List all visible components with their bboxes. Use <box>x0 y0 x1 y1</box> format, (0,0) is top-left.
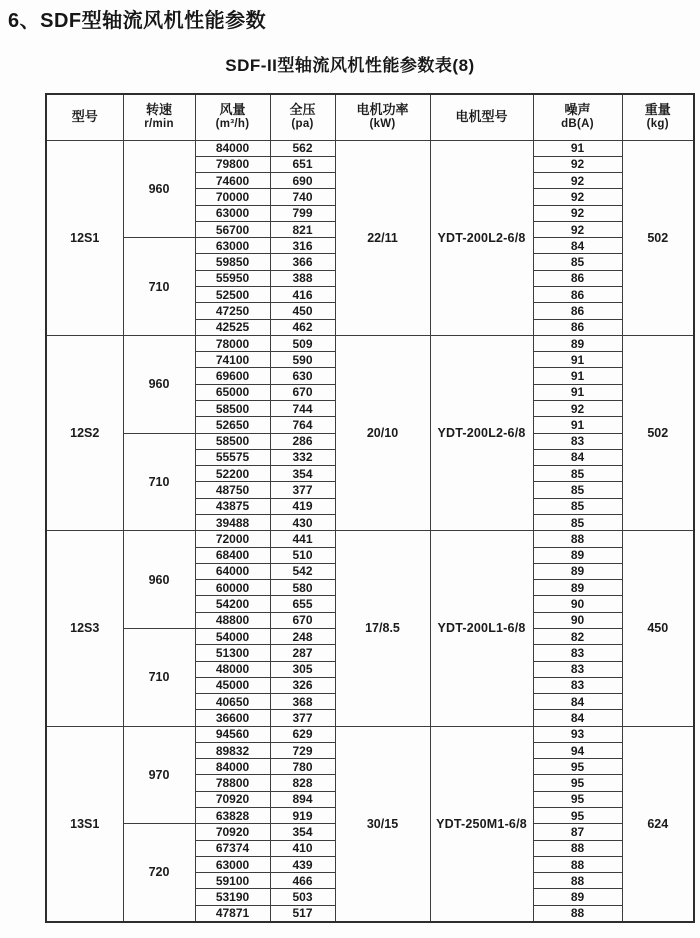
motor-model-cell: YDT-200L2-6/8 <box>430 140 533 335</box>
noise-cell: 91 <box>533 368 622 384</box>
pressure-cell: 630 <box>270 368 335 384</box>
pressure-cell: 462 <box>270 319 335 335</box>
pressure-cell: 326 <box>270 677 335 693</box>
pressure-cell: 729 <box>270 742 335 758</box>
pressure-cell: 651 <box>270 156 335 172</box>
noise-cell: 91 <box>533 384 622 400</box>
header-motor-model-label: 电机型号 <box>455 109 508 125</box>
header-speed-label: 转速 <box>145 102 172 118</box>
airflow-cell: 70920 <box>195 824 270 840</box>
noise-cell: 95 <box>533 759 622 775</box>
noise-cell: 85 <box>533 514 622 530</box>
airflow-cell: 68400 <box>195 547 270 563</box>
airflow-cell: 59850 <box>195 254 270 270</box>
airflow-cell: 74100 <box>195 352 270 368</box>
noise-cell: 85 <box>533 466 622 482</box>
noise-cell: 82 <box>533 628 622 644</box>
pressure-cell: 690 <box>270 173 335 189</box>
noise-cell: 85 <box>533 498 622 514</box>
pressure-cell: 410 <box>270 840 335 856</box>
noise-cell: 92 <box>533 221 622 237</box>
header-pressure-label: 全压 <box>289 102 316 118</box>
speed-cell: 720 <box>123 824 195 922</box>
noise-cell: 84 <box>533 694 622 710</box>
speed-cell: 960 <box>123 531 195 629</box>
motor-power-cell: 17/8.5 <box>335 531 430 726</box>
pressure-cell: 919 <box>270 808 335 824</box>
airflow-cell: 70000 <box>195 189 270 205</box>
header-noise-label: 噪声 <box>564 102 591 118</box>
speed-cell: 960 <box>123 335 195 433</box>
noise-cell: 95 <box>533 808 622 824</box>
pressure-cell: 744 <box>270 401 335 417</box>
noise-cell: 92 <box>533 173 622 189</box>
airflow-cell: 74600 <box>195 173 270 189</box>
pressure-cell: 466 <box>270 873 335 889</box>
pressure-cell: 629 <box>270 726 335 742</box>
airflow-cell: 84000 <box>195 140 270 156</box>
airflow-cell: 79800 <box>195 156 270 172</box>
noise-cell: 89 <box>533 580 622 596</box>
speed-cell: 710 <box>123 628 195 726</box>
pressure-cell: 740 <box>270 189 335 205</box>
airflow-cell: 69600 <box>195 368 270 384</box>
noise-cell: 86 <box>533 287 622 303</box>
airflow-cell: 94560 <box>195 726 270 742</box>
pressure-cell: 503 <box>270 889 335 905</box>
noise-cell: 86 <box>533 270 622 286</box>
pressure-cell: 377 <box>270 482 335 498</box>
fan-performance-table <box>45 93 695 923</box>
pressure-cell: 821 <box>270 221 335 237</box>
motor-model-cell: YDT-200L2-6/8 <box>430 335 533 530</box>
weight-cell: 624 <box>622 726 694 921</box>
airflow-cell: 45000 <box>195 677 270 693</box>
pressure-cell: 450 <box>270 303 335 319</box>
header-pressure-unit: (pa) <box>291 118 314 131</box>
motor-power-cell: 20/10 <box>335 335 430 530</box>
header-airflow-unit: (m³/h) <box>215 118 250 131</box>
pressure-cell: 441 <box>270 531 335 547</box>
airflow-cell: 48750 <box>195 482 270 498</box>
airflow-cell: 39488 <box>195 514 270 530</box>
airflow-cell: 78000 <box>195 335 270 351</box>
airflow-cell: 63000 <box>195 856 270 872</box>
noise-cell: 88 <box>533 840 622 856</box>
header-pressure <box>270 94 335 140</box>
airflow-cell: 51300 <box>195 645 270 661</box>
airflow-cell: 70920 <box>195 791 270 807</box>
airflow-cell: 58500 <box>195 401 270 417</box>
pressure-cell: 517 <box>270 905 335 921</box>
pressure-cell: 366 <box>270 254 335 270</box>
model-cell: 12S2 <box>46 335 123 530</box>
pressure-cell: 670 <box>270 384 335 400</box>
airflow-cell: 67374 <box>195 840 270 856</box>
pressure-cell: 655 <box>270 596 335 612</box>
airflow-cell: 48000 <box>195 661 270 677</box>
airflow-cell: 54000 <box>195 628 270 644</box>
noise-cell: 83 <box>533 661 622 677</box>
noise-cell: 84 <box>533 449 622 465</box>
pressure-cell: 799 <box>270 205 335 221</box>
header-weight <box>622 94 694 140</box>
noise-cell: 83 <box>533 645 622 661</box>
noise-cell: 83 <box>533 433 622 449</box>
noise-cell: 95 <box>533 791 622 807</box>
pressure-cell: 562 <box>270 140 335 156</box>
airflow-cell: 84000 <box>195 759 270 775</box>
table-row <box>46 140 694 156</box>
airflow-cell: 48800 <box>195 612 270 628</box>
header-speed <box>123 94 195 140</box>
noise-cell: 89 <box>533 889 622 905</box>
noise-cell: 92 <box>533 205 622 221</box>
airflow-cell: 63000 <box>195 238 270 254</box>
airflow-cell: 53190 <box>195 889 270 905</box>
motor-power-cell: 22/11 <box>335 140 430 335</box>
motor-model-cell: YDT-250M1-6/8 <box>430 726 533 921</box>
pressure-cell: 287 <box>270 645 335 661</box>
pressure-cell: 670 <box>270 612 335 628</box>
model-cell: 12S1 <box>46 140 123 335</box>
noise-cell: 88 <box>533 873 622 889</box>
airflow-cell: 63828 <box>195 808 270 824</box>
noise-cell: 83 <box>533 677 622 693</box>
airflow-cell: 60000 <box>195 580 270 596</box>
noise-cell: 92 <box>533 189 622 205</box>
page-title: 6、SDF型轴流风机性能参数 <box>8 10 267 32</box>
pressure-cell: 305 <box>270 661 335 677</box>
noise-cell: 92 <box>533 156 622 172</box>
airflow-cell: 55950 <box>195 270 270 286</box>
noise-cell: 89 <box>533 335 622 351</box>
pressure-cell: 439 <box>270 856 335 872</box>
header-airflow <box>195 94 270 140</box>
pressure-cell: 316 <box>270 238 335 254</box>
airflow-cell: 72000 <box>195 531 270 547</box>
noise-cell: 84 <box>533 238 622 254</box>
airflow-cell: 78800 <box>195 775 270 791</box>
airflow-cell: 52200 <box>195 466 270 482</box>
pressure-cell: 419 <box>270 498 335 514</box>
noise-cell: 95 <box>533 775 622 791</box>
noise-cell: 86 <box>533 319 622 335</box>
header-noise <box>533 94 622 140</box>
pressure-cell: 780 <box>270 759 335 775</box>
noise-cell: 85 <box>533 254 622 270</box>
header-model <box>46 94 123 140</box>
airflow-cell: 47871 <box>195 905 270 921</box>
pressure-cell: 828 <box>270 775 335 791</box>
noise-cell: 90 <box>533 612 622 628</box>
model-cell: 12S3 <box>46 531 123 726</box>
airflow-cell: 52500 <box>195 287 270 303</box>
header-speed-unit: r/min <box>144 118 174 131</box>
airflow-cell: 64000 <box>195 563 270 579</box>
weight-cell: 450 <box>622 531 694 726</box>
header-row <box>46 94 694 140</box>
motor-power-cell: 30/15 <box>335 726 430 921</box>
noise-cell: 93 <box>533 726 622 742</box>
noise-cell: 91 <box>533 140 622 156</box>
motor-model-cell: YDT-200L1-6/8 <box>430 531 533 726</box>
header-airflow-label: 风量 <box>219 102 246 118</box>
speed-cell: 970 <box>123 726 195 824</box>
noise-cell: 88 <box>533 531 622 547</box>
header-motor-power-unit: (kW) <box>369 118 396 131</box>
noise-cell: 92 <box>533 401 622 417</box>
header-noise-unit: dB(A) <box>561 118 594 131</box>
header-weight-label: 重量 <box>644 102 671 118</box>
pressure-cell: 416 <box>270 287 335 303</box>
pressure-cell: 388 <box>270 270 335 286</box>
noise-cell: 87 <box>533 824 622 840</box>
airflow-cell: 36600 <box>195 710 270 726</box>
model-cell: 13S1 <box>46 726 123 921</box>
airflow-cell: 52650 <box>195 417 270 433</box>
pressure-cell: 509 <box>270 335 335 351</box>
airflow-cell: 65000 <box>195 384 270 400</box>
pressure-cell: 542 <box>270 563 335 579</box>
header-motor-model <box>430 94 533 140</box>
pressure-cell: 764 <box>270 417 335 433</box>
airflow-cell: 43875 <box>195 498 270 514</box>
noise-cell: 84 <box>533 710 622 726</box>
noise-cell: 88 <box>533 905 622 921</box>
header-motor-power-label: 电机功率 <box>356 102 409 118</box>
pressure-cell: 286 <box>270 433 335 449</box>
noise-cell: 91 <box>533 417 622 433</box>
pressure-cell: 368 <box>270 694 335 710</box>
pressure-cell: 354 <box>270 466 335 482</box>
speed-cell: 710 <box>123 238 195 336</box>
airflow-cell: 47250 <box>195 303 270 319</box>
table-row <box>46 726 694 742</box>
speed-cell: 710 <box>123 433 195 531</box>
pressure-cell: 332 <box>270 449 335 465</box>
noise-cell: 90 <box>533 596 622 612</box>
airflow-cell: 40650 <box>195 694 270 710</box>
header-motor-power <box>335 94 430 140</box>
pressure-cell: 510 <box>270 547 335 563</box>
table-row <box>46 335 694 351</box>
pressure-cell: 248 <box>270 628 335 644</box>
airflow-cell: 55575 <box>195 449 270 465</box>
noise-cell: 88 <box>533 856 622 872</box>
noise-cell: 85 <box>533 482 622 498</box>
noise-cell: 94 <box>533 742 622 758</box>
airflow-cell: 58500 <box>195 433 270 449</box>
airflow-cell: 63000 <box>195 205 270 221</box>
pressure-cell: 377 <box>270 710 335 726</box>
weight-cell: 502 <box>622 335 694 530</box>
airflow-cell: 89832 <box>195 742 270 758</box>
pressure-cell: 590 <box>270 352 335 368</box>
table-row <box>46 531 694 547</box>
noise-cell: 89 <box>533 547 622 563</box>
noise-cell: 89 <box>533 563 622 579</box>
airflow-cell: 54200 <box>195 596 270 612</box>
airflow-cell: 56700 <box>195 221 270 237</box>
header-weight-unit: (kg) <box>646 118 669 131</box>
airflow-cell: 42525 <box>195 319 270 335</box>
weight-cell: 502 <box>622 140 694 335</box>
pressure-cell: 580 <box>270 580 335 596</box>
noise-cell: 86 <box>533 303 622 319</box>
table-title: SDF-II型轴流风机性能参数表(8) <box>225 56 475 75</box>
pressure-cell: 354 <box>270 824 335 840</box>
speed-cell: 960 <box>123 140 195 238</box>
pressure-cell: 894 <box>270 791 335 807</box>
airflow-cell: 59100 <box>195 873 270 889</box>
noise-cell: 91 <box>533 352 622 368</box>
pressure-cell: 430 <box>270 514 335 530</box>
header-model-label: 型号 <box>71 109 98 125</box>
